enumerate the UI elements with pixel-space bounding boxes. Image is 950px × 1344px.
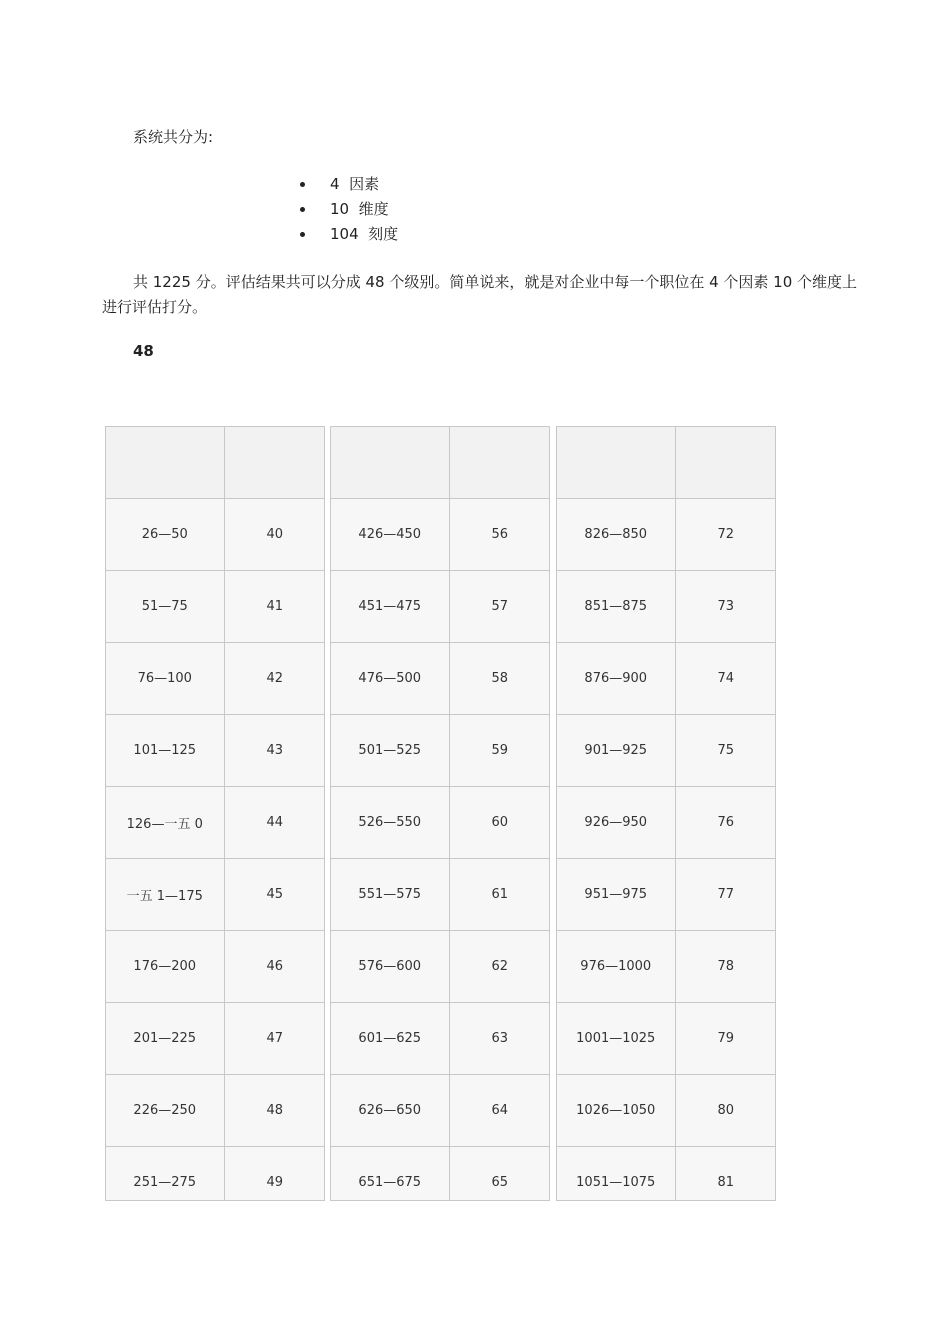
header-cell-range [106, 427, 224, 499]
grade-cell: 59 [449, 715, 550, 787]
score-range-cell: 426—450 [331, 499, 449, 571]
score-range-cell: 626—650 [331, 1075, 449, 1147]
grade-cell: 60 [449, 787, 550, 859]
grade-cell: 57 [449, 571, 550, 643]
intro-text: 系统共分为: [133, 128, 214, 146]
score-range-cell: 651—675 [331, 1147, 449, 1202]
grade-table-3 [556, 426, 776, 1201]
table-row [106, 499, 325, 571]
score-range-cell: 126—一五 0 [106, 787, 224, 859]
score-range-cell: 1051—1075 [557, 1147, 675, 1202]
table-row [331, 1147, 550, 1202]
score-range-cell: 601—625 [331, 1003, 449, 1075]
table-row [331, 1075, 550, 1147]
grade-cell: 80 [675, 1075, 776, 1147]
grade-cell: 63 [449, 1003, 550, 1075]
table-row [557, 1075, 776, 1147]
grade-table-2 [330, 426, 550, 1201]
grade-table [557, 427, 776, 1201]
score-range-cell: 51—75 [106, 571, 224, 643]
score-range-cell: 1026—1050 [557, 1075, 675, 1147]
table-row [557, 859, 776, 931]
factor-item: 10 维度 [300, 197, 398, 222]
grade-cell: 47 [224, 1003, 325, 1075]
table-row [331, 571, 550, 643]
summary-paragraph: 共 1225 分。评估结果共可以分成 48 个级别。简单说来，就是对企业中每一个职位在 4 个因素 10 个维度上进行评估打分。 [102, 273, 858, 316]
table-row [331, 859, 550, 931]
grade-cell: 56 [449, 499, 550, 571]
score-range-cell: 551—575 [331, 859, 449, 931]
score-range-cell: 101—125 [106, 715, 224, 787]
table-row [331, 643, 550, 715]
score-range-cell: 576—600 [331, 931, 449, 1003]
score-range-cell: 251—275 [106, 1147, 224, 1202]
grade-cell: 76 [675, 787, 776, 859]
score-range-cell: 876—900 [557, 643, 675, 715]
grade-cell: 73 [675, 571, 776, 643]
table-row [557, 499, 776, 571]
table-row [557, 1003, 776, 1075]
score-range-cell: 851—875 [557, 571, 675, 643]
grade-cell: 41 [224, 571, 325, 643]
score-range-cell: 201—225 [106, 1003, 224, 1075]
factor-list [300, 172, 398, 247]
header-cell-range [557, 427, 675, 499]
score-range-cell: 76—100 [106, 643, 224, 715]
score-range-cell: 1001—1025 [557, 1003, 675, 1075]
grade-cell: 49 [224, 1147, 325, 1202]
grade-table-1 [105, 426, 325, 1201]
grade-cell: 45 [224, 859, 325, 931]
table-row [331, 787, 550, 859]
score-range-cell: 451—475 [331, 571, 449, 643]
grade-cell: 81 [675, 1147, 776, 1202]
table-row [106, 571, 325, 643]
factor-item: 104 刻度 [300, 222, 398, 247]
table-row [331, 931, 550, 1003]
score-range-cell: 901—925 [557, 715, 675, 787]
header-cell-grade [449, 427, 550, 499]
grade-cell: 74 [675, 643, 776, 715]
score-range-cell: 526—550 [331, 787, 449, 859]
score-range-cell: 26—50 [106, 499, 224, 571]
grade-cell: 65 [449, 1147, 550, 1202]
header-cell-grade [675, 427, 776, 499]
table-row [331, 1003, 550, 1075]
table-row [106, 859, 325, 931]
grade-cell: 43 [224, 715, 325, 787]
score-range-cell: 826—850 [557, 499, 675, 571]
grade-cell: 42 [224, 643, 325, 715]
table-row [331, 499, 550, 571]
table-row [106, 787, 325, 859]
table-row [557, 715, 776, 787]
grade-cell: 40 [224, 499, 325, 571]
grade-table [331, 427, 550, 1201]
grade-cell: 61 [449, 859, 550, 931]
table-row [106, 931, 325, 1003]
grade-table [106, 427, 325, 1201]
grade-cell: 78 [675, 931, 776, 1003]
header-cell-grade [224, 427, 325, 499]
grade-cell: 75 [675, 715, 776, 787]
table-row [557, 931, 776, 1003]
table-row [106, 1147, 325, 1202]
table-row [106, 643, 325, 715]
table-row [106, 1075, 325, 1147]
score-range-cell: 一五 1—175 [106, 859, 224, 931]
table-row [557, 571, 776, 643]
table-row [106, 1003, 325, 1075]
grade-cell: 46 [224, 931, 325, 1003]
header-cell-range [331, 427, 449, 499]
level-count-heading: 48 [133, 342, 154, 360]
grade-cell: 72 [675, 499, 776, 571]
grade-cell: 44 [224, 787, 325, 859]
table-row [557, 787, 776, 859]
score-range-cell: 951—975 [557, 859, 675, 931]
table-header-row [106, 427, 325, 499]
score-range-cell: 976—1000 [557, 931, 675, 1003]
score-range-cell: 226—250 [106, 1075, 224, 1147]
table-header-row [557, 427, 776, 499]
table-row [557, 643, 776, 715]
score-range-cell: 476—500 [331, 643, 449, 715]
factor-item: 4 因素 [300, 172, 398, 197]
grade-cell: 79 [675, 1003, 776, 1075]
grade-cell: 62 [449, 931, 550, 1003]
grade-cell: 58 [449, 643, 550, 715]
grade-cell: 64 [449, 1075, 550, 1147]
score-range-cell: 176—200 [106, 931, 224, 1003]
score-range-cell: 501—525 [331, 715, 449, 787]
score-range-cell: 926—950 [557, 787, 675, 859]
table-header-row [331, 427, 550, 499]
table-row [331, 715, 550, 787]
table-row [557, 1147, 776, 1202]
grade-cell: 77 [675, 859, 776, 931]
grade-cell: 48 [224, 1075, 325, 1147]
table-row [106, 715, 325, 787]
